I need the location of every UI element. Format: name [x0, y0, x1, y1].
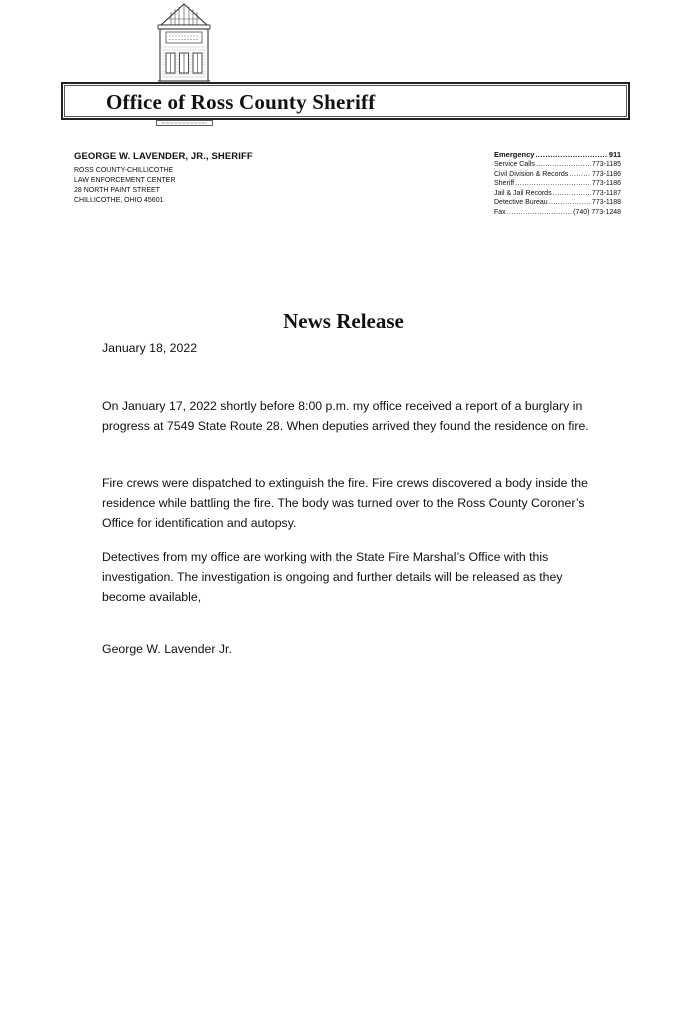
contact-row-sheriff	[494, 179, 621, 189]
contact-value: 773-1186	[591, 180, 621, 188]
contact-value: 773-1188	[591, 199, 621, 207]
address-line: 28 NORTH PAINT STREET	[74, 187, 160, 194]
sheriff-address-block	[74, 151, 253, 205]
contact-label: Emergency	[494, 150, 535, 159]
body-paragraph: Detectives from my office are working with the State Fire Marshal’s Office with this investigation. The investigation is ongoing and further details will be released as they become available,	[102, 550, 563, 604]
contact-row-fax	[494, 208, 621, 218]
sheriff-name: GEORGE W. LAVENDER, JR., SHERIFF	[74, 151, 253, 162]
contact-value: 911	[608, 150, 621, 159]
leader-dots	[569, 170, 591, 180]
signature: George W. Lavender Jr.	[102, 642, 232, 656]
contact-label: Detective Bureau	[494, 199, 548, 207]
leader-dots	[553, 189, 591, 199]
release-date: January 18, 2022	[102, 341, 198, 355]
leader-dots	[536, 160, 591, 170]
body-paragraph: On January 17, 2022 shortly before 8:00 p.m. my office received a report of a burglary in progress at 7549 State Route 28. When deputies arrived they found the residence on fire.	[102, 399, 589, 433]
office-banner	[61, 82, 630, 120]
contact-value: 773-1187	[591, 189, 621, 197]
contact-label: Civil Division & Records	[494, 170, 569, 178]
contact-row-jail	[494, 189, 621, 199]
contact-label: Fax	[494, 208, 506, 216]
address-line: LAW ENFORCEMENT CENTER	[74, 176, 176, 184]
leader-dots	[507, 208, 572, 218]
contact-row-detective-bureau	[494, 198, 621, 208]
contact-row-service-calls	[494, 160, 621, 170]
contact-label: Sheriff	[494, 180, 515, 188]
body-paragraph: Fire crews were dispatched to extinguish the fire. Fire crews discovered a body inside the residence while battling the fire. The body was turned over to the Ross County Coroner’s Office for identification and autopsy.	[102, 476, 588, 530]
contact-value: (740) 773-1248	[573, 208, 621, 216]
address-line: CHILLICOTHE, OHIO 45601	[74, 196, 164, 204]
leader-dots	[549, 198, 591, 208]
contact-label: Jail & Jail Records	[494, 189, 552, 197]
contact-row-emergency	[494, 150, 621, 160]
contact-row-civil-division	[494, 170, 621, 180]
leader-dots	[535, 150, 607, 160]
contact-label: Service Calls	[494, 161, 535, 168]
seal-base-icon	[156, 120, 213, 126]
courthouse-seal-icon	[149, 3, 219, 85]
contact-value: 773-1186	[591, 170, 621, 178]
leader-dots	[515, 179, 591, 189]
contact-numbers	[494, 150, 621, 218]
office-title: Office of Ross County Sheriff	[106, 90, 376, 114]
news-release-heading: News Release	[283, 309, 404, 333]
address-line: ROSS COUNTY-CHILLICOTHE	[74, 167, 174, 174]
contact-value: 773-1185	[591, 161, 621, 168]
